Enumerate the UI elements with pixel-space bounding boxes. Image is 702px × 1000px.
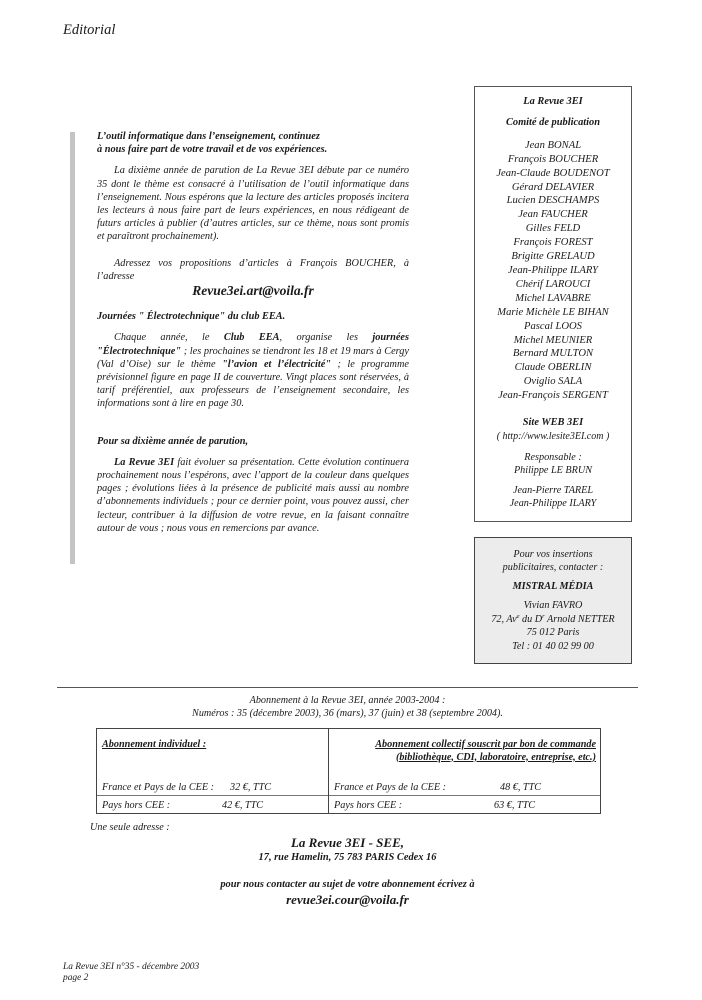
articles-email-link[interactable]: Revue3ei.art@voila.fr — [192, 283, 314, 299]
committee-member: Lucien DESCHAMPS — [506, 195, 600, 207]
ad-city: 75 012 Paris — [526, 627, 580, 638]
collective-subscription-column — [329, 729, 600, 813]
committee-member: Brigitte GRELAUD — [511, 251, 595, 263]
footer-issue: La Revue 3EI n°35 - décembre 2003 — [63, 962, 200, 972]
club-name: Club EEA — [223, 332, 280, 344]
header-line: Abonnement collectif souscrit par bon de commande — [375, 739, 596, 750]
event-name: journées "Électrotechnique" — [97, 332, 409, 357]
table-row — [97, 795, 328, 814]
committee-member: Gérard DELAVIER — [511, 181, 595, 193]
text-run: ; les prochaines se tiendront les 18 et 19 mars à Cergy (Val d’Oise) sur le thème — [97, 345, 409, 370]
site-url-link[interactable]: ( http://www.lesite3EI.com ) — [496, 430, 610, 442]
superscript: r — [542, 612, 545, 620]
committee-member: Bernard MULTON — [512, 348, 594, 360]
committee-member: Claude OBERLIN — [514, 362, 592, 374]
committee-member: Pascal LOOS — [524, 320, 582, 332]
left-margin-bar — [70, 132, 75, 564]
row-label: Pays hors CEE : — [334, 800, 403, 811]
collective-subscription-header — [335, 739, 596, 764]
committee-member: Jean-Claude BOUDENOT — [496, 167, 610, 179]
text-run: , organise les — [279, 332, 373, 344]
committee-box — [474, 86, 632, 522]
site-team-member: Jean-Philippe ILARY — [509, 497, 597, 509]
individual-subscription-column — [97, 729, 329, 813]
committee-member: Jean-François SERGENT — [498, 390, 608, 402]
committee-member: Michel LAVABRE — [515, 292, 591, 304]
editorial-paragraph-1: La dixième année de parution de La Revue 3EI débute par ce numéro 35 dont le thème est consacré à l’utilisation de l’outil informatique dans l’enseignement. Nous espérons que la lecture des articles proposés incitera les lecteurs à nous faire part de leurs expériences, en nous rédigeant de futurs articles à publier (d’autres articles, sur ce thème, nous sont promis et paraîtront prochainement). — [97, 165, 409, 243]
text-run: ; le programme prévisionnel figure en page II de couverture. Vingt places sont réservées, à tarif préférentiel, aux professeurs de l’enseignement secondaire, les informations sont à lire en page 30. — [97, 358, 409, 410]
committee-member: Jean BONAL — [524, 139, 582, 151]
row-label: France et Pays de la CEE : — [102, 782, 215, 793]
editorial-heading-line-2: à nous faire part de votre travail et de vos expériences. — [97, 144, 328, 156]
ad-contact-name: Vivian FAVRO — [523, 600, 583, 611]
committee-member: Marie Michèle LE BIHAN — [497, 306, 609, 318]
superscript: e — [516, 612, 520, 620]
ad-address — [475, 613, 631, 627]
committee-member: Gilles FELD — [525, 223, 581, 235]
responsible-label: Responsable : — [524, 451, 582, 463]
ad-line-1: Pour vos insertions — [513, 549, 593, 560]
site-team — [475, 484, 631, 510]
row-label: France et Pays de la CEE : — [334, 782, 447, 793]
site-team-member: Jean-Pierre TAREL — [512, 484, 594, 496]
editorial-column — [97, 130, 409, 535]
table-row — [329, 795, 600, 814]
footer-page-number: page 2 — [63, 973, 89, 983]
subscription-email-link[interactable]: revue3ei.cour@voila.fr — [286, 892, 409, 907]
committee-member-list — [475, 139, 631, 403]
committee-title: La Revue 3EI — [523, 96, 583, 107]
address-name: La Revue 3EI - SEE, — [290, 835, 405, 850]
site-title: Site WEB 3EI — [522, 417, 584, 429]
address-street: 17, rue Hamelin, 75 783 PARIS Cedex 16 — [258, 852, 437, 863]
subscription-intro — [57, 694, 638, 720]
address-label: Une seule adresse : — [90, 822, 170, 833]
ad-phone: Tel : 01 40 02 99 00 — [512, 640, 594, 652]
ad-agency: MISTRAL MÉDIA — [512, 581, 594, 592]
committee-member: François FOREST — [513, 237, 593, 249]
text-run: fait évoluer sa présentation. Cette évolution continuera prochainement nous l’espérons, avec l’apport de la couleur dans quelques pages ; évolutions liées à la présence de publicité mais aussi au nombre d’abonnements individuels ; pour ce dernier point, vous pouvez aussi, cher lecteur, contribuer à la diffusion de votre revue, en la faisant connaître autour de vous ; nous vous en remercions par avance. — [97, 456, 409, 534]
subscription-intro-line-1: Abonnement à la Revue 3EI, année 2003-2004 : — [249, 695, 446, 706]
page-footer — [63, 962, 199, 984]
contact-instruction: pour nous contacter au sujet de votre abonnement écrivez à — [220, 879, 475, 890]
editorial-paragraph-2: Adressez vos propositions d’articles à François BOUCHER, à l’adresse — [97, 257, 409, 282]
text-run: Chaque année, le — [114, 332, 224, 344]
committee-member: Jean-Philippe ILARY — [507, 264, 599, 276]
revue-name: La Revue 3EI — [114, 456, 175, 468]
row-price: 48 €, TTC — [500, 782, 542, 793]
section-heading-dixieme: Pour sa dixième année de parution, — [97, 435, 249, 447]
subscription-table — [96, 728, 601, 814]
text-run: 72, Av — [491, 613, 517, 625]
ad-contact — [475, 599, 631, 653]
responsible-name: Philippe LE BRUN — [513, 464, 593, 476]
committee-member: Jean FAUCHER — [518, 209, 588, 221]
event-theme: "l’avion et l’électricité" — [222, 358, 332, 370]
text-run: Arnold NETTER — [544, 613, 615, 625]
row-price: 63 €, TTC — [494, 800, 536, 811]
committee-member: Michel MEUNIER — [513, 334, 593, 346]
committee-subtitle: Comité de publication — [505, 116, 601, 128]
row-price: 32 €, TTC — [230, 782, 272, 793]
editorial-paragraph-3 — [97, 331, 409, 410]
committee-member: Chérif LAROUCI — [515, 278, 591, 290]
committee-member: François BOUCHER — [507, 153, 599, 165]
subscription-intro-line-2: Numéros : 35 (décembre 2003), 36 (mars), 37 (juin) et 38 (septembre 2004). — [192, 708, 503, 719]
ad-line-2: publicitaires, contacter : — [502, 562, 604, 573]
row-label: Pays hors CEE : — [102, 800, 171, 811]
editorial-paragraph-4 — [97, 456, 409, 535]
page-header-title: Editorial — [63, 22, 116, 38]
row-price: 42 €, TTC — [222, 800, 264, 811]
individual-subscription-header: Abonnement individuel : — [102, 739, 207, 750]
committee-member: Oviglio SALA — [523, 376, 583, 388]
section-divider — [57, 687, 638, 688]
text-run: du D — [519, 613, 543, 625]
site-responsible — [475, 451, 631, 477]
advertising-box — [474, 537, 632, 664]
editorial-heading-line-1: L’outil informatique dans l’enseignement, continuez — [97, 131, 320, 142]
section-heading-journees: Journées " Électrotechnique" du club EEA. — [97, 311, 286, 323]
header-line: (bibliothèque, CDI, laboratoire, entreprise, etc.) — [395, 751, 596, 763]
